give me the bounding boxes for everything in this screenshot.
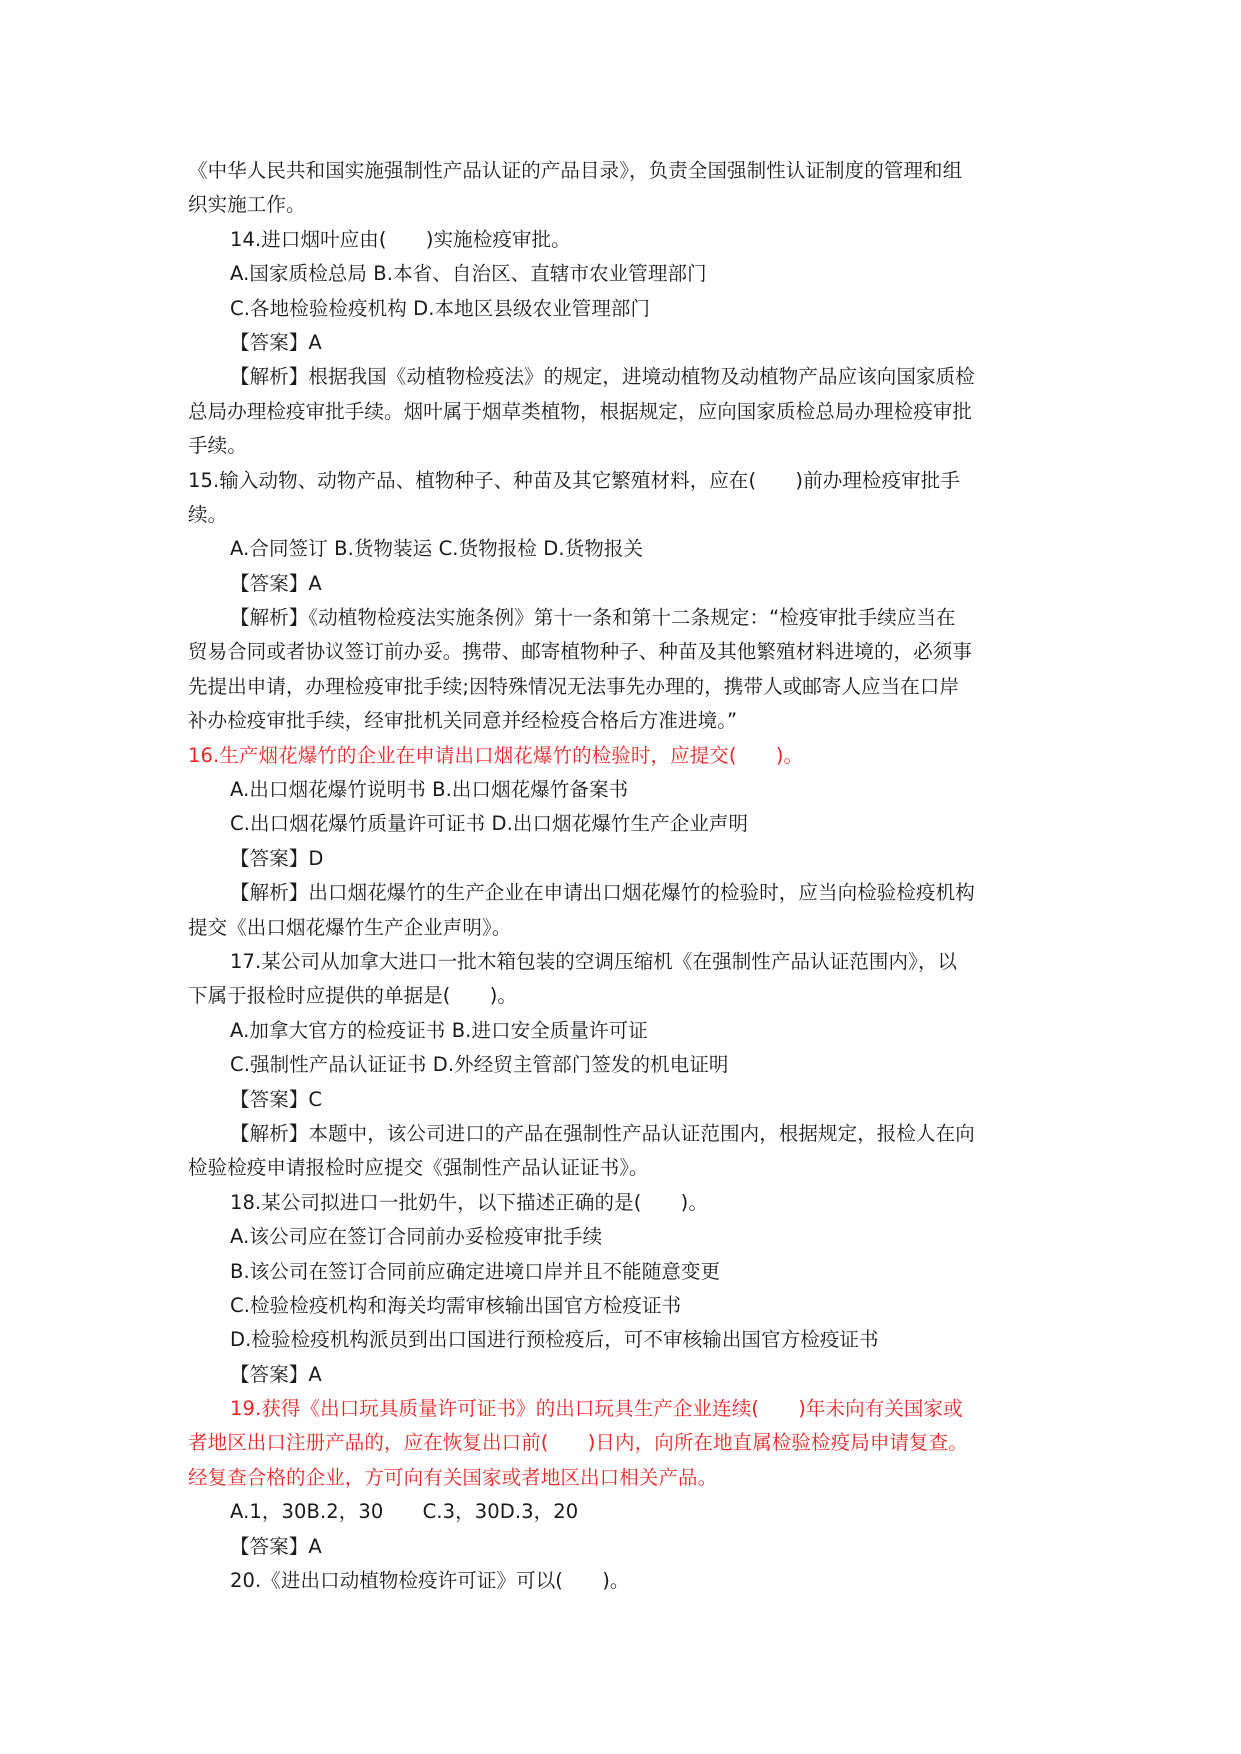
text-line: 手续。 — [188, 434, 247, 458]
text-line: A.国家质检总局 B.本省、自治区、直辖市农业管理部门 — [230, 262, 707, 286]
text-line: 【答案】A — [230, 1534, 322, 1558]
text-line: 14.进口烟叶应由( )实施检疫审批。 — [230, 227, 571, 251]
text-line: 【解析】本题中，该公司进口的产品在强制性产品认证范围内，根据规定，报检人在向 — [230, 1121, 975, 1145]
text-line: 提交《出口烟花爆竹生产企业声明》。 — [188, 915, 512, 939]
document-page — [188, 154, 1058, 1598]
highlighted-text-line: 经复查合格的企业，方可向有关国家或者地区出口相关产品。 — [188, 1465, 718, 1489]
highlighted-text-line: 者地区出口注册产品的，应在恢复出口前( )日内，向所在地直属检验检疫局申请复查。 — [188, 1431, 968, 1455]
text-line: 【答案】D — [230, 846, 324, 870]
text-line: A.合同签订 B.货物装运 C.货物报检 D.货物报关 — [230, 537, 644, 561]
text-line: 17.某公司从加拿大进口一批木箱包装的空调压缩机《在强制性产品认证范围内》，以 — [230, 949, 958, 973]
text-line: B.该公司在签订合同前应确定进境口岸并且不能随意变更 — [230, 1259, 721, 1283]
text-line: 【解析】根据我国《动植物检疫法》的规定，进境动植物及动植物产品应该向国家质检 — [230, 365, 975, 389]
text-line: D.检验检疫机构派员到出口国进行预检疫后，可不审核输出国官方检疫证书 — [230, 1328, 879, 1352]
text-line: 【解析】出口烟花爆竹的生产企业在申请出口烟花爆竹的检验时，应当向检验检疫机构 — [230, 881, 975, 905]
text-line: 《中华人民共和国实施强制性产品认证的产品目录》，负责全国强制性认证制度的管理和组 — [188, 159, 963, 182]
text-line: A.加拿大官方的检疫证书 B.进口安全质量许可证 — [230, 1018, 648, 1042]
text-line: 20.《进出口动植物检疫许可证》可以( )。 — [230, 1569, 630, 1593]
highlighted-text-line: 16.生产烟花爆竹的企业在申请出口烟花爆竹的检验时，应提交( )。 — [188, 743, 804, 767]
text-line: 续。 — [188, 502, 228, 526]
text-line: 先提出申请，办理检疫审批手续;因特殊情况无法事先办理的，携带人或邮寄人应当在口岸 — [188, 674, 960, 698]
text-line: 补办检疫审批手续，经审批机关同意并经检疫合格后方准进境。” — [188, 709, 738, 733]
document-body — [188, 154, 1058, 1598]
text-line: C.出口烟花爆竹质量许可证书 D.出口烟花爆竹生产企业声明 — [230, 812, 749, 836]
text-line: C.各地检验检疫机构 D.本地区县级农业管理部门 — [230, 296, 651, 320]
text-line: A.1，30B.2，30 C.3，30D.3，20 — [230, 1500, 579, 1524]
text-line: 贸易合同或者协议签订前办妥。携带、邮寄植物种子、种苗及其他繁殖材料进境的，必须事 — [188, 640, 973, 664]
text-line: C.检验检疫机构和海关均需审核输出国官方检疫证书 — [230, 1293, 682, 1317]
text-line: 【答案】A — [230, 1362, 322, 1386]
text-line: 织实施工作。 — [188, 193, 306, 217]
text-line: 总局办理检疫审批手续。烟叶属于烟草类植物，根据规定，应向国家质检总局办理检疫审批 — [188, 399, 973, 423]
text-line: 下属于报检时应提供的单据是( )。 — [188, 984, 518, 1008]
text-line: 18.某公司拟进口一批奶牛，以下描述正确的是( )。 — [230, 1190, 708, 1214]
text-line: 15.输入动物、动物产品、植物种子、种苗及其它繁殖材料，应在( )前办理检疫审批手 — [188, 468, 960, 492]
text-line: 【答案】A — [230, 330, 322, 354]
text-line: 检验检疫申请报检时应提交《强制性产品认证证书》。 — [188, 1156, 649, 1180]
text-line: A.出口烟花爆竹说明书 B.出口烟花爆竹备案书 — [230, 778, 629, 802]
text-line: A.该公司应在签订合同前办妥检疫审批手续 — [230, 1225, 603, 1249]
text-line: 【解析】《动植物检疫法实施条例》第十一条和第十二条规定：“检疫审批手续应当在 — [230, 606, 956, 630]
highlighted-text-line: 19.获得《出口玩具质量许可证书》的出口玩具生产企业连续( )年未向有关国家或 — [230, 1397, 963, 1421]
text-line: 【答案】A — [230, 571, 322, 595]
text-line: C.强制性产品认证证书 D.外经贸主管部门签发的机电证明 — [230, 1053, 729, 1077]
text-line: 【答案】C — [230, 1087, 323, 1111]
